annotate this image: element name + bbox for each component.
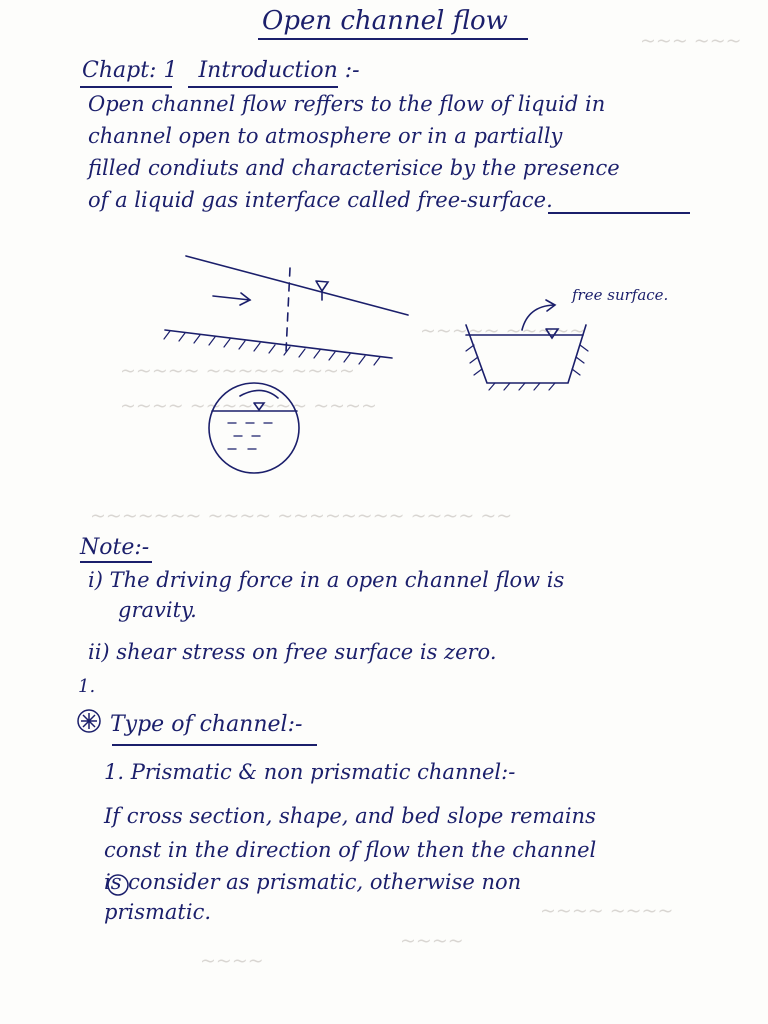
- bleed-through: ~~~~ ~~~~: [540, 900, 674, 922]
- type-underline: [112, 744, 317, 746]
- bleed-through: ~~~~: [400, 930, 464, 952]
- prismatic-body-3: is consider as prismatic, otherwise non: [104, 870, 522, 894]
- stray-mark: 1.: [78, 676, 96, 697]
- intro-line-2: channel open to atmosphere or in a partially: [88, 124, 563, 148]
- page-title: Open channel flow: [262, 6, 508, 36]
- chapter-number: Chapt: 1: [82, 58, 178, 83]
- note-point-1: i) The driving force in a open channel flow is: [88, 568, 565, 592]
- bleed-through: ~~~~~~~ ~~~~ ~~~~~~~~ ~~~~ ~~: [90, 505, 513, 527]
- note-point-2: ii) shear stress on free surface is zero.: [88, 640, 497, 664]
- prismatic-body-2: const in the direction of flow then the channel: [104, 838, 597, 862]
- note-heading: Note:-: [80, 535, 150, 560]
- chapter-title: Introduction :-: [198, 58, 360, 83]
- type-heading: Type of channel:-: [110, 712, 303, 737]
- intro-line-1: Open channel flow reffers to the flow of liquid in: [88, 92, 606, 116]
- intro-line-4: of a liquid gas interface called free-surface.: [88, 188, 553, 212]
- prismatic-body-1: If cross section, shape, and bed slope remains: [104, 804, 596, 828]
- bleed-through: ~~~ ~~~: [640, 30, 742, 52]
- bleed-through: ~~~~: [200, 950, 264, 972]
- bleed-through: ~~~~~ ~~~~~ ~~~~: [120, 360, 355, 382]
- prismatic-body-4: prismatic.: [104, 900, 211, 924]
- bleed-through: ~~~~~ ~~~~~: [420, 320, 586, 342]
- free-surface-label: free surface.: [572, 286, 669, 304]
- intro-line-3: filled condiuts and characterisice by the presence: [88, 156, 620, 180]
- bleed-through: ~~~~ ~~~~ ~~~ ~~~~: [120, 395, 377, 417]
- prismatic-subheading: 1. Prismatic & non prismatic channel:-: [104, 760, 516, 784]
- note-point-1-cont: gravity.: [118, 598, 197, 622]
